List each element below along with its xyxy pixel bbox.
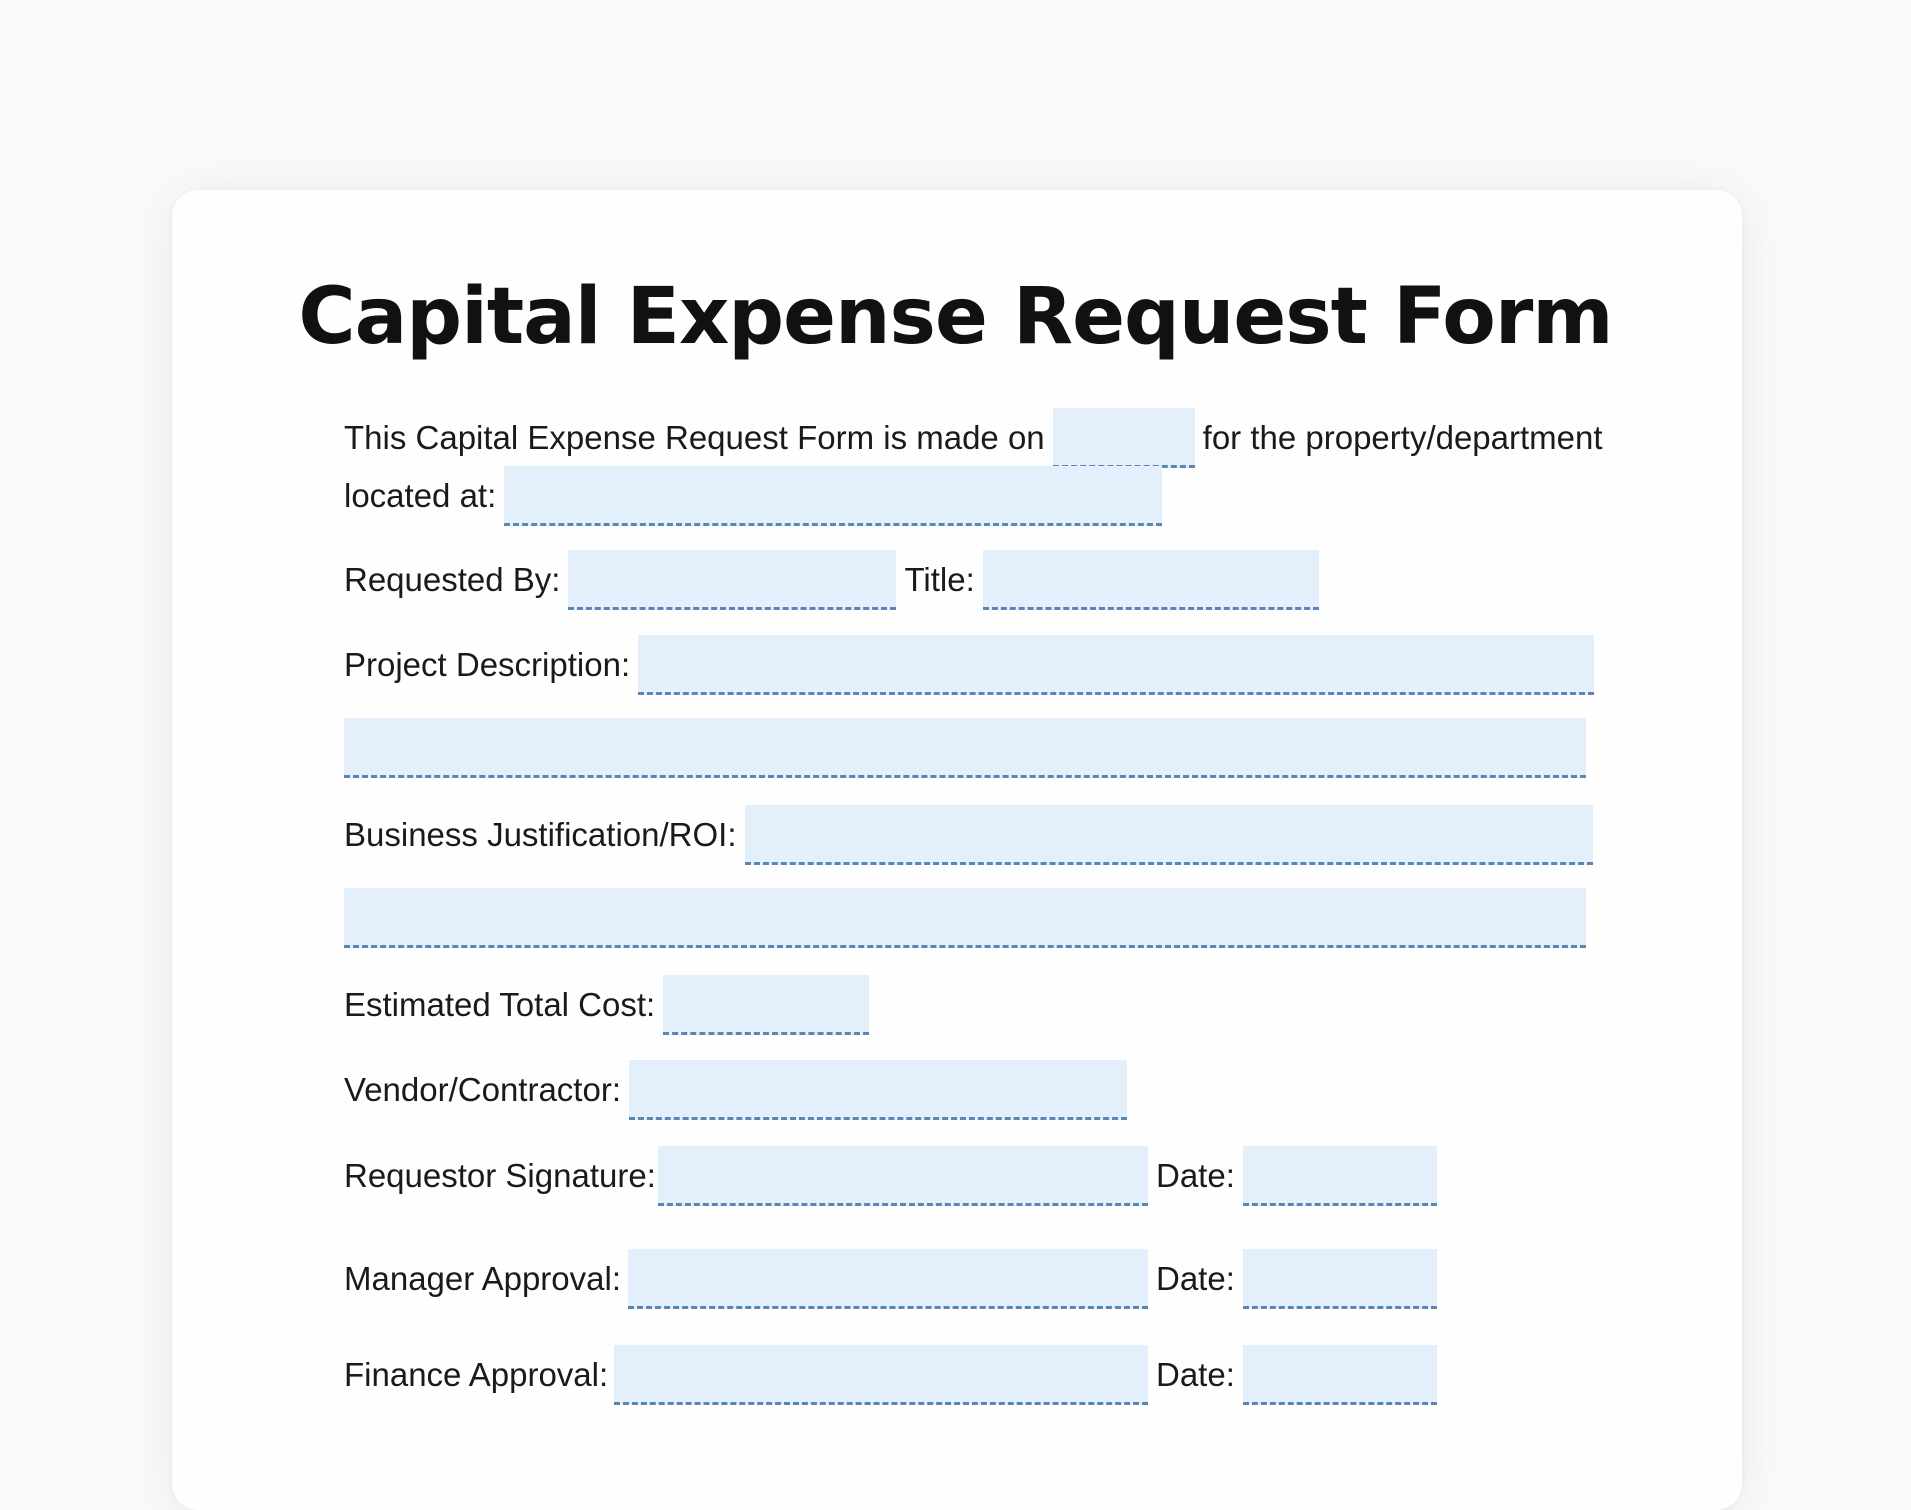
vendor-field[interactable] [629,1060,1127,1120]
requested-by-label: Requested By: [344,561,561,598]
requester-line [344,549,1327,611]
finance-approval-line [344,1344,1445,1406]
vendor-label: Vendor/Contractor: [344,1071,621,1108]
made-on-date-field[interactable] [1053,408,1195,468]
business-justification-field[interactable] [745,805,1593,865]
estimated-cost-line [344,974,877,1036]
business-justification-field-line2[interactable] [344,888,1586,948]
requestor-date-label: Date: [1156,1157,1235,1194]
intro-suffix-text: for the property/department [1202,419,1603,456]
requester-title-field[interactable] [983,550,1319,610]
business-justification-line [344,804,1601,866]
finance-date-field[interactable] [1243,1345,1437,1405]
manager-date-label: Date: [1156,1260,1235,1297]
form-title: Capital Expense Request Form [298,272,1613,362]
business-justification-label: Business Justification/ROI: [344,816,737,853]
intro-prefix-text: This Capital Expense Request Form is made on [344,419,1045,456]
project-description-field-line2[interactable] [344,718,1586,778]
vendor-line [344,1059,1135,1121]
manager-approval-label: Manager Approval: [344,1260,622,1297]
requestor-signature-line [344,1145,1445,1207]
estimated-cost-label: Estimated Total Cost: [344,986,656,1023]
title-label: Title: [904,561,975,598]
project-description-label: Project Description: [344,646,631,683]
requestor-date-field[interactable] [1243,1146,1437,1206]
manager-date-field[interactable] [1243,1249,1437,1309]
location-field[interactable] [504,466,1162,526]
finance-approval-label: Finance Approval: [344,1356,609,1393]
requested-by-field[interactable] [568,550,896,610]
located-at-label: located at: [344,477,497,514]
requestor-signature-label: Requestor Signature: [344,1157,656,1194]
finance-approval-field[interactable] [614,1345,1148,1405]
manager-approval-field[interactable] [628,1249,1148,1309]
manager-approval-line [344,1248,1445,1310]
project-description-line [344,634,1602,696]
location-line [344,465,1170,527]
finance-date-label: Date: [1156,1356,1235,1393]
requestor-signature-field[interactable] [658,1146,1148,1206]
project-description-field[interactable] [638,635,1594,695]
intro-line [344,407,1603,469]
estimated-cost-field[interactable] [663,975,869,1035]
